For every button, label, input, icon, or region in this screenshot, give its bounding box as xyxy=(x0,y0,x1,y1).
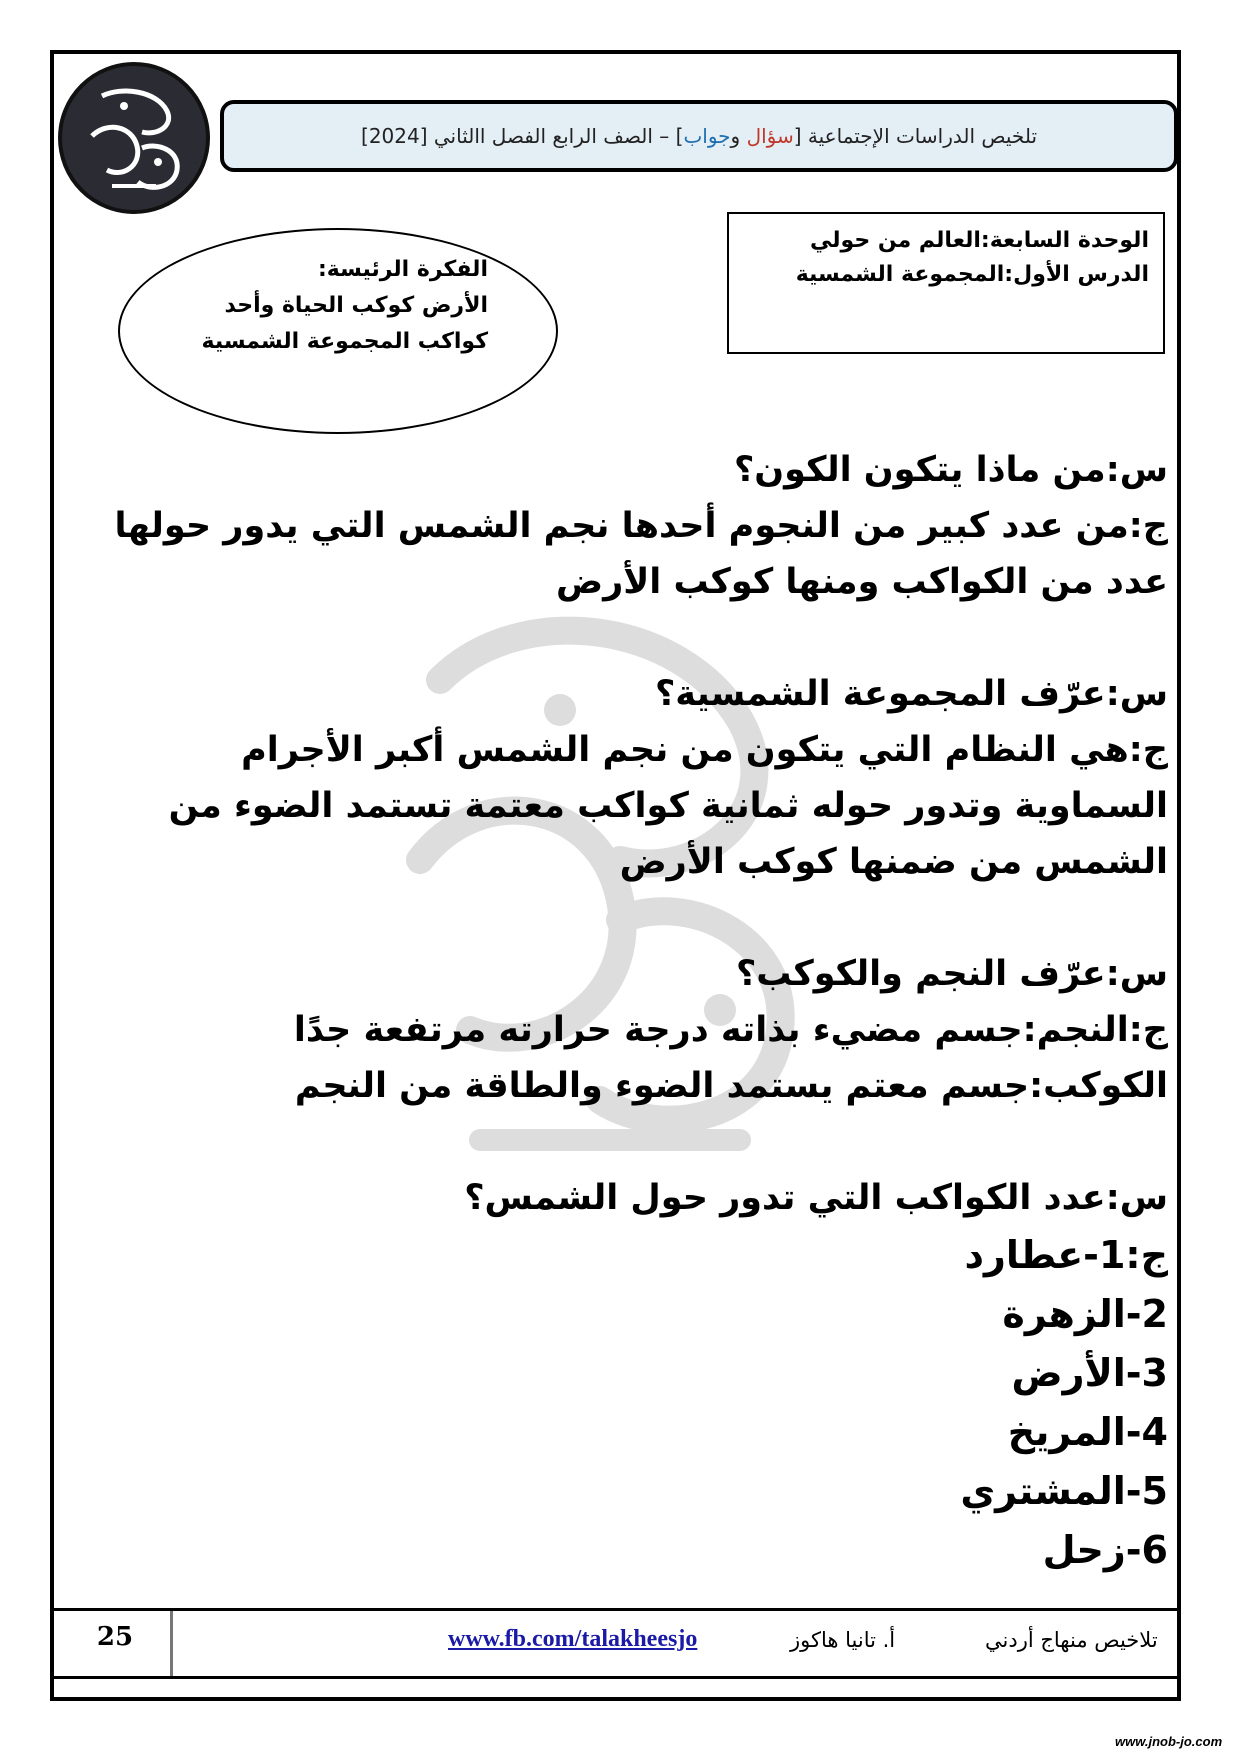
main-idea-heading: الفكرة الرئيسة: xyxy=(317,257,488,282)
planet-list-item: 2-الزهرة xyxy=(1002,1292,1168,1336)
logo-calligraphy-icon xyxy=(62,66,206,210)
question: س:عرّف المجموعة الشمسية؟ xyxy=(654,674,1168,714)
planet-list-item: ج:1-عطارد xyxy=(964,1233,1168,1277)
question: س:عدد الكواكب التي تدور حول الشمس؟ xyxy=(464,1178,1168,1218)
header-answer-word: جواب xyxy=(683,124,731,148)
lesson-title: الدرس الأول:المجموعة الشمسية xyxy=(795,262,1149,287)
answer-planet: الكوكب:جسم معتم يستمد الضوء والطاقة من النجم xyxy=(294,1066,1168,1106)
main-idea-line: الأرض كوكب الحياة وأحد xyxy=(224,293,488,318)
brand-logo xyxy=(58,62,210,214)
unit-lesson-box xyxy=(727,212,1165,354)
header-title: تلخيص الدراسات الإجتماعية [سؤال وجواب] – الصف الرابع الفصل االثاني [2024] xyxy=(361,124,1038,148)
planet-list-item: 6-زحل xyxy=(1042,1528,1168,1572)
page-number: 25 xyxy=(96,1622,134,1652)
qa-content xyxy=(76,442,1168,1580)
footer-divider-bottom xyxy=(50,1676,1181,1679)
planet-list-item: 4-المريخ xyxy=(1007,1410,1168,1454)
main-idea-line: كواكب المجموعة الشمسية xyxy=(201,329,488,354)
header-banner xyxy=(220,100,1178,172)
answer: ج:من عدد كبير من النجوم أحدها نجم الشمس التي يدور حولها عدد من الكواكب ومنها كوكب الأرض xyxy=(114,506,1168,602)
footer-divider-top xyxy=(50,1608,1181,1611)
answer: ج:هي النظام التي يتكون من نجم الشمس أكبر الأجرام السماوية وتدور حوله ثمانية كواكب معتمة تستمد الضوء من الشمس من ضمنها كوكب الأرض xyxy=(168,730,1168,882)
unit-title: الوحدة السابعة:العالم من حولي xyxy=(810,228,1149,253)
answer-star: ج:النجم:جسم مضيء بذاته درجة حرارته مرتفعة جدًا xyxy=(293,1010,1168,1050)
main-idea-text xyxy=(140,252,488,360)
brand-name: تلاخيص منهاج أردني xyxy=(985,1628,1158,1652)
teacher-name: أ. تانيا هاكوز xyxy=(790,1628,896,1652)
question: س:عرّف النجم والكوكب؟ xyxy=(736,954,1168,994)
header-question-word: سؤال xyxy=(746,124,794,148)
site-watermark-text: www.jnob-jo.com xyxy=(1115,1734,1223,1749)
planet-list-item: 3-الأرض xyxy=(1011,1351,1168,1395)
footer-divider-vertical xyxy=(170,1611,173,1676)
planet-list-item: 5-المشتري xyxy=(960,1469,1168,1513)
question: س:من ماذا يتكون الكون؟ xyxy=(734,450,1168,490)
facebook-link[interactable]: www.fb.com/talakheesjo xyxy=(448,1626,698,1652)
